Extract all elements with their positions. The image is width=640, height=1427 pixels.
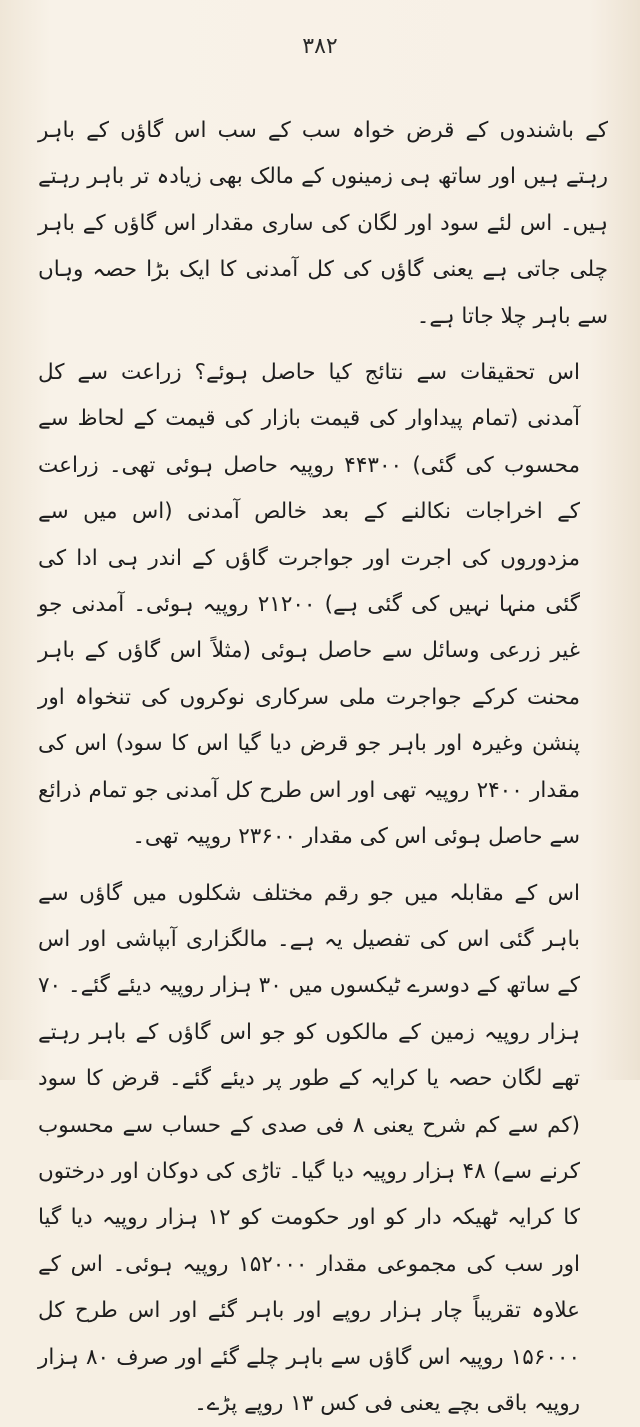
paragraph-1: کے باشندوں کے قرض خواہ سب کے سب اس گاؤں کے باہر رہتے ہیں اور ساتھ ہی زمینوں کے مالک بھی زیادہ تر باہر رہتے ہیں۔ اس لئے سود اور لگان کی ساری مقدار اس گاؤں کے باہر چلی جاتی ہے یعنی گاؤں کی کل آمدنی کا ایک بڑا حصہ وہاں سے باہر چلا جاتا ہے۔ xyxy=(38,108,608,340)
page-number: ۳۸۲ xyxy=(0,34,640,59)
body-text xyxy=(38,108,608,1427)
paragraph-2: اس تحقیقات سے نتائج کیا حاصل ہوئے؟ زراعت سے کل آمدنی (تمام پیداوار کی قیمت بازار کی قیمت کے لحاظ سے محسوب کی گئی) ۴۴۳۰۰ روپیہ حاصل ہوئی تھی۔ زراعت کے اخراجات نکالنے کے بعد خالص آمدنی (اس میں سے مزدوروں کی اجرت اور جواجرت گاؤں کے اندر ہی ادا کی گئی منہا نہیں کی گئی ہے) ۲۱۲۰۰ روپیہ ہوئی۔ آمدنی جو غیر زرعی وسائل سے حاصل ہوئی (مثلاً اس گاؤں کے باہر محنت کرکے جواجرت ملی سرکاری نوکروں کی تنخواہ اور پنشن وغیرہ اور باہر جو قرض دیا گیا اس کا سود) اس کی مقدار ۲۴۰۰ روپیہ تھی اور اس طرح کل آمدنی جو تمام ذرائع سے حاصل ہوئی اس کی مقدار ۲۳۶۰۰ روپیہ تھی۔ xyxy=(38,350,608,860)
paragraph-3: اس کے مقابلہ میں جو رقم مختلف شکلوں میں گاؤں سے باہر گئی اس کی تفصیل یہ ہے۔ مالگزاری آبپاشی اور اس کے ساتھ کے دوسرے ٹیکسوں میں ۳۰ ہزار روپیہ دیئے گئے۔ ۷۰ ہزار روپیہ زمین کے مالکوں کو جو اس گاؤں کے باہر رہتے تھے لگان حصہ یا کرایہ کے طور پر دیئے گئے۔ قرض کا سود (کم سے کم شرح یعنی ۸ فی صدی کے حساب سے محسوب کرنے سے) ۴۸ ہزار روپیہ دیا گیا۔ تاڑی کی دوکان اور درختوں کا کرایہ ٹھیکہ دار کو اور حکومت کو ۱۲ ہزار روپیہ دیا گیا اور سب کی مجموعی مقدار ۱۵۲۰۰۰ روپیہ ہوئی۔ اس کے علاوہ تقریباً چار ہزار روپے اور باہر گئے اور اس طرح کل ۱۵۶۰۰۰ روپیہ اس گاؤں سے باہر چلے گئے اور صرف ۸۰ ہزار روپیہ باقی بچے یعنی فی کس ۱۳ روپے پڑے۔ xyxy=(38,871,608,1427)
